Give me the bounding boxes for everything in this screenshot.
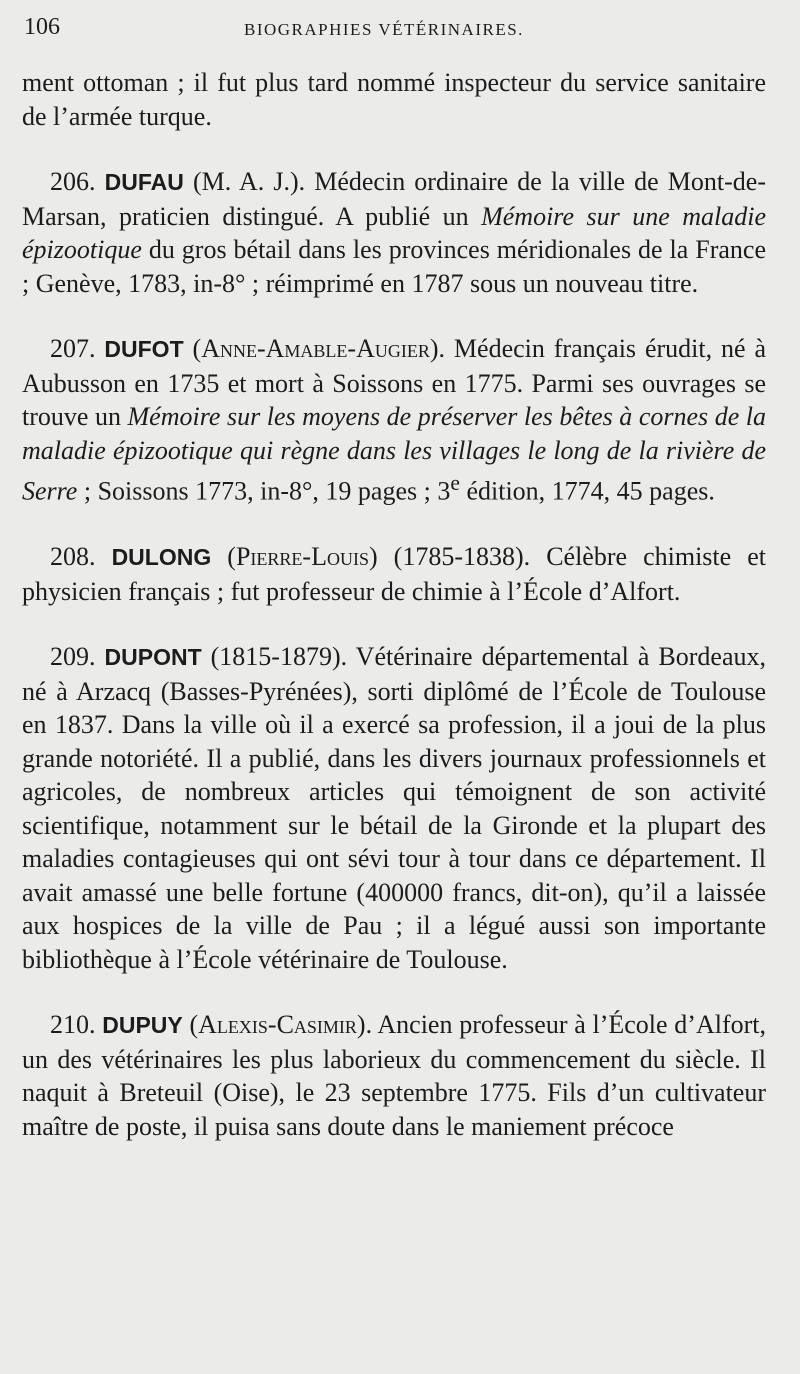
entry-text: ) (1785-1838). Célèbre chimiste et physicien français ; fut professeur de chimie à l’École d’Alfort. bbox=[22, 542, 766, 606]
entry-number: 208. bbox=[50, 542, 96, 572]
entry-number: 206. bbox=[50, 167, 96, 196]
entry-name: DUPONT bbox=[104, 644, 202, 671]
entry-206 bbox=[22, 165, 766, 300]
entry-text: ( bbox=[183, 334, 202, 363]
entry-207 bbox=[22, 332, 766, 508]
continuation-paragraph: ment ottoman ; il fut plus tard nommé inspecteur du service sanitaire de l’armée turque. bbox=[22, 68, 766, 131]
running-title: BIOGRAPHIES VÉTÉRINAIRES. bbox=[244, 20, 524, 39]
body-text bbox=[22, 66, 766, 1143]
entry-name: DUPUY bbox=[102, 1012, 183, 1039]
entry-text: édition, 1774, 45 pages. bbox=[459, 476, 715, 506]
entry-text: (M. A. J.). Médecin ordinaire de la ville de Mont-de-Marsan, praticien distingué. A publié un bbox=[22, 167, 767, 231]
superscript: e bbox=[450, 471, 460, 495]
entry-text: ( bbox=[182, 1010, 199, 1040]
entry-text: ( bbox=[211, 542, 236, 572]
entry-text: ). Ancien professeur à l’École d’Alfort, un des vétérinaires les plus laborieux du commencement du siècle. Il naquit à Breteuil (Oise), le 23 septembre 1775. Fils d’un cultivateur maître de poste, il puisa sans doute dans le maniement précoce bbox=[22, 1010, 766, 1141]
entry-210 bbox=[22, 1008, 766, 1143]
entry-209 bbox=[22, 640, 766, 976]
entry-given-names: Pierre-Louis bbox=[235, 542, 369, 572]
entry-number: 209. bbox=[50, 642, 96, 672]
entry-title-italic: Mémoire sur les moyens de préserver les bêtes à cornes de la maladie épizootique qui règne dans les villages le long de la rivière de Serre bbox=[22, 402, 767, 506]
entry-title-italic: Mémoire sur une maladie épizootique bbox=[22, 201, 766, 264]
entry-text: (1815-1879). Vétérinaire départemental à Bordeaux, né à Arzacq (Basses-Pyrénées), sorti diplômé de l’École de Toulouse en 1837. Dans la ville où il a exercé sa profession, il a joui de la plus grande notoriété. Il a publié, dans les divers journaux professionnels et agricoles, de nombreux articles qui témoignent de son activité scientifique, notamment sur le bétail de la Gironde et la plupart des maladies contagieuses qui ont sévi tour à tour dans ce département. Il avait amassé une belle fortune (400000 francs, dit-on), qu’il a laissée aux hospices de la ville de Pau ; il a légué aussi son importante bibliothèque à l’École vétérinaire de Toulouse. bbox=[22, 642, 766, 974]
entry-number: 207. bbox=[50, 334, 96, 363]
entry-given-names: Alexis-Casimir bbox=[198, 1010, 357, 1040]
entry-number: 210. bbox=[50, 1010, 96, 1040]
entry-208 bbox=[22, 540, 766, 608]
entry-name: DULONG bbox=[111, 544, 212, 571]
entry-text: ). Médecin français érudit, né à Aubusson en 1735 et mort à Soissons en 1775. Parmi ses ouvrages se trouve un bbox=[22, 334, 766, 431]
entry-text: du gros bétail dans les provinces méridionales de la France ; Genève, 1783, in-8° ; réimprimé en 1787 sous un nouveau titre. bbox=[22, 235, 766, 298]
entry-name: DUFOT bbox=[104, 336, 184, 362]
entry-given-names: Anne-Amable-Augier bbox=[201, 334, 430, 363]
entry-name: DUFAU bbox=[104, 169, 184, 195]
running-head bbox=[24, 14, 776, 46]
entry-text: ; Soissons 1773, in-8°, 19 pages ; 3 bbox=[77, 476, 451, 506]
page-number: 106 bbox=[24, 14, 60, 40]
